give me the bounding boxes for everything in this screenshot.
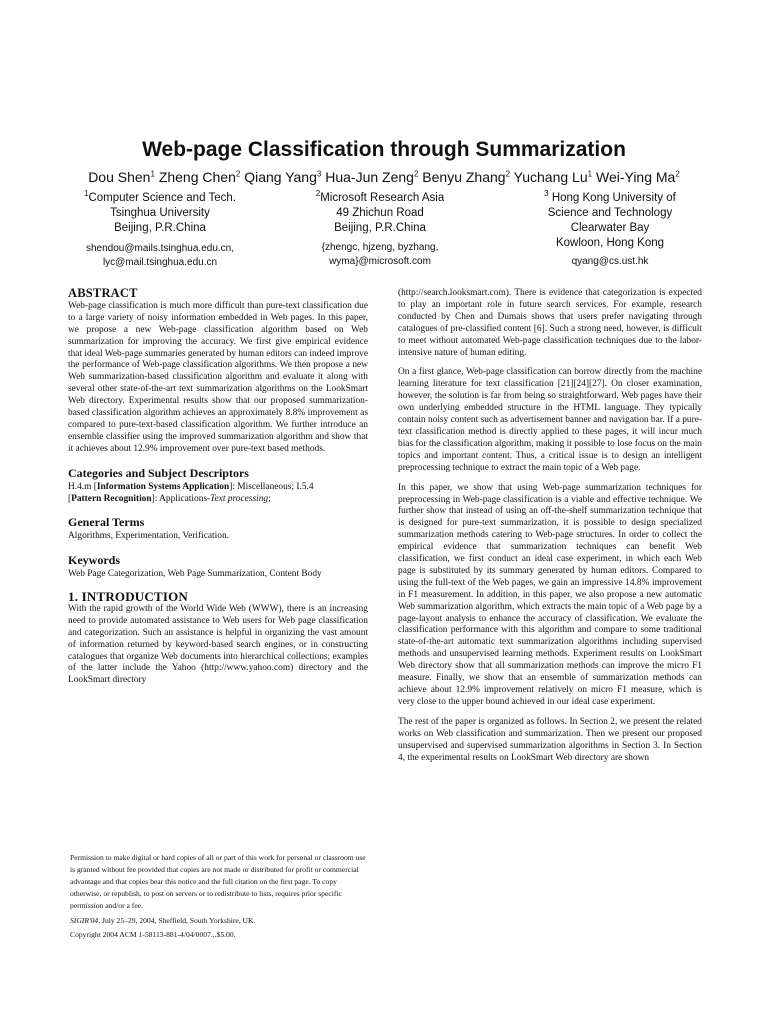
author-name: Qiang Yang — [244, 169, 317, 185]
affiliation-line: Beijing, P.R.China — [114, 221, 206, 234]
author-sup: 2 — [235, 169, 241, 179]
affiliation-sup: 1 — [84, 189, 89, 198]
affiliation-line: 49 Zhichun Road — [336, 206, 424, 219]
category-rest: ]: Applications- — [151, 493, 211, 504]
keywords-heading: Keywords — [68, 553, 120, 568]
keywords-text: Web Page Categorization, Web Page Summarization, Content Body — [68, 569, 322, 580]
introduction-heading: 1. INTRODUCTION — [68, 589, 189, 605]
body-paragraph: In this paper, we show that using Web-page summarization techniques for preprocessing in Web-page classification is a viable and effective technique. We further show that instead of using an off-the-shelf summarization technique that is designed for pure-text summarization, it is possible to design specialized summarization methods catering to Web-page structures. In order to collect the empirical evidence that summarization techniques can benefit Web classification, we first conduct an ideal case experiment, in which each Web page is substituted by its summary generated by human editors. Compared to using the full-text of the Web pages, we gain an impressive 14.8% improvement in F1 measurement. In addition, in this paper, we also propose a new automatic Web summarization algorithm, which extracts the main topic of a Web page by a page-layout analysis to enhance the accuracy of classification. We evaluate the classification performance with this algorithm and compare to some traditional state-of-the-art automatic text summarization algorithms including supervised methods and unsupervised learning methods. Experiment results on LookSmart Web directory show that all summarization methods can improve the micro F1 measure. Finally, we show that an ensemble of summarization methods can achieve about 12.9% improvement relatively on micro F1 measure, which is very close to the upper bound achieved in our ideal case experiment. — [398, 482, 702, 707]
category-rest: ]: Miscellaneous; I.5.4 — [229, 481, 314, 492]
right-column — [398, 288, 702, 772]
affiliation-name: Microsoft Research Asia — [320, 191, 445, 204]
affiliation-sup: 3 — [544, 189, 549, 198]
affiliation-email: {zhengc, hjzeng, byzhang, — [321, 241, 439, 253]
affiliation-email: shendou@mails.tsinghua.edu.cn, — [85, 242, 235, 254]
general-terms-text: Algorithms, Experimentation, Verification. — [68, 531, 229, 542]
permission-footnote — [70, 852, 368, 941]
category-subterm: Text processing — [210, 493, 269, 504]
venue-line — [70, 915, 368, 927]
paper-title: Web-page Classification through Summarization — [142, 138, 626, 161]
category-term: Information Systems Application — [96, 481, 230, 492]
affiliation-line: Clearwater Bay — [570, 221, 650, 234]
affiliation-line — [510, 186, 710, 206]
affiliation-email: wyma}@microsoft.com — [329, 255, 431, 267]
author-sup: 1 — [587, 169, 593, 179]
author-sup: 3 — [316, 169, 322, 179]
author-sup: 1 — [150, 169, 155, 179]
categories-text — [68, 482, 368, 506]
author-sup: 2 — [675, 169, 680, 179]
left-column — [68, 288, 368, 687]
affiliation-line: Kowloon, Hong Kong — [555, 236, 665, 249]
affiliation-name: Computer Science and Tech. — [88, 191, 236, 204]
body-paragraph: (http://search.looksmart.com). There is evidence that categorization is expected to play an important role in future search services. For example, research conducted by Chen and Dumais shows that users prefer navigating through catalogues of pre-classified content [6]. Such a strong need, however, is difficult to meet without automated Web-page classification techniques due to the labor-intensive nature of human editing. — [398, 288, 702, 358]
author-sup: 2 — [505, 169, 511, 179]
affiliation-tsinghua — [60, 186, 260, 270]
affiliation-line: Science and Technology — [547, 206, 673, 219]
body-paragraph: On a first glance, Web-page classification can borrow directly from the machine learning literature for text classification [21][24][27]. On closer examination, however, the solution is far from being so straightforward. Web pages have their own underlying embedded structure in the HTML language. They typically contain noisy content such as advertisement banner and navigation bar. If a pure-text classification method is directly applied to these pages, it will incur much bias for the classification algorithm, making it possible to lose focus on the main topics and important content. Thus, a critical issue is to design an intelligent preprocessing technique to extract the main topic of a Web page. — [398, 367, 702, 473]
author-name: Wei-Ying Ma — [595, 169, 676, 185]
affiliation-line — [280, 186, 480, 206]
body-paragraph: The rest of the paper is organized as follows. In Section 2, we present the related works on Web classification and summarization. Then we present our proposed unsupervised and supervised summarization algorithms in Section 3. In Section 4, the experimental results on LookSmart Web directory are shown — [398, 716, 702, 763]
venue-name: SIGIR'04, — [70, 915, 101, 925]
author-list — [0, 169, 768, 185]
affiliation-microsoft — [280, 186, 480, 269]
general-terms-heading: General Terms — [68, 515, 145, 530]
category-term: Pattern Recognition — [71, 493, 152, 504]
author-sup: 2 — [413, 169, 419, 179]
author-name: Benyu Zhang — [422, 169, 506, 185]
introduction-text: With the rapid growth of the World Wide Web (WWW), there is an increasing need to provide automated assistance to Web users for Web page classification and categorization. Such an assistance is helpful in organizing the vast amount of information returned by keyword-based search engines, or in constructing catalogues that organize Web documents into hierarchical collections; examples of the latter include the Yahoo (http://www.yahoo.com) directory and the LookSmart directory — [68, 603, 368, 686]
copyright-line: Copyright 2004 ACM 1-58113-881-4/04/0007...$5.00. — [70, 930, 236, 940]
category-open: [ — [68, 493, 72, 504]
affiliation-line: Beijing, P.R.China — [334, 221, 426, 234]
author-name: Hua-Jun Zeng — [325, 169, 414, 185]
affiliation-email: lyc@mail.tsinghua.edu.cn — [102, 256, 218, 268]
affiliation-name: Hong Kong University of — [551, 191, 676, 204]
affiliation-sup: 2 — [315, 189, 321, 198]
venue-details: July 25–29, 2004, Sheffield, South Yorkshire, UK. — [100, 915, 256, 925]
author-name: Dou Shen — [88, 169, 151, 185]
affiliation-line: Tsinghua University — [110, 206, 210, 219]
category-end: ; — [268, 493, 271, 504]
permission-text: Permission to make digital or hard copies of all or part of this work for personal or classroom use is granted without fee provided that copies are not made or distributed for profit or commercial advantage and that copies bear this notice and the full citation on the first page. To copy otherwise, or republish, to post on servers or to redistribute to lists, requires prior specific permission and/or a fee. — [70, 853, 366, 910]
affiliation-email: qyang@cs.ust.hk — [571, 255, 649, 267]
author-name: Zheng Chen — [158, 169, 236, 185]
affiliation-hkust — [510, 186, 710, 269]
category-code: H.4.m [ — [68, 481, 97, 492]
author-name: Yuchang Lu — [513, 169, 588, 185]
abstract-heading: ABSTRACT — [68, 286, 138, 300]
affiliation-line — [60, 186, 260, 206]
abstract-text: Web-page classification is much more difficult than pure-text classification due to a large variety of noisy information embedded in Web pages. In this paper, we propose a new Web-page classification algorithm based on Web summarization for improving the accuracy. We first give empirical evidence that ideal Web-page summaries generated by human editors can indeed improve the performance of Web-page classification algorithms. We then propose a new Web summarization-based classification algorithm and evaluate it along with several other state-of-the-art text summarization algorithms on the LookSmart Web directory. Experimental results show that our proposed summarization-based classification algorithm achieves an approximately 8.8% improvement as compared to pure-text-based classification algorithm. We further introduce an ensemble classifier using the improved summarization algorithm and show that it achieves about 12.9% improvement over pure-text based methods. — [68, 300, 369, 454]
categories-heading: Categories and Subject Descriptors — [68, 465, 249, 480]
